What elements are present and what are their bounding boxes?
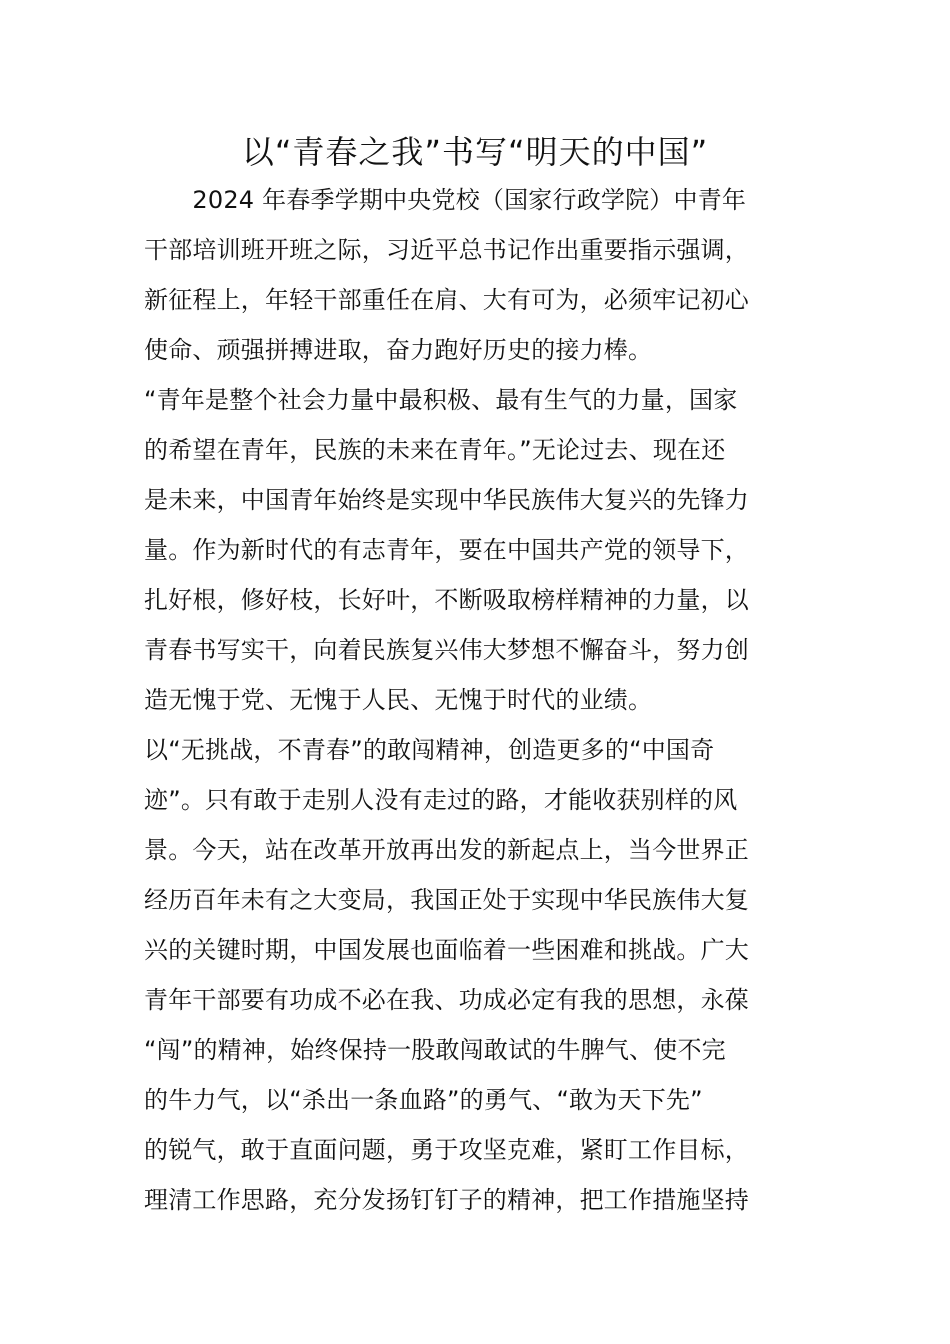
text-line: 景。今天，站在改革开放再出发的新起点上，当今世界正 (144, 836, 749, 864)
text-line: 迹”。只有敢于走别人没有走过的路，才能收获别样的风 (144, 786, 738, 814)
text-line: 的希望在青年，民族的未来在青年。”无论过去、现在还 (144, 436, 726, 464)
text-line: 青年干部要有功成不必在我、功成必定有我的思想，永葆 (144, 986, 749, 1014)
text-line: 是未来，中国青年始终是实现中华民族伟大复兴的先锋力 (144, 486, 749, 514)
text-line: 理清工作思路，充分发扬钉钉子的精神，把工作措施坚持 (144, 1186, 749, 1214)
text-line: 以“无挑战，不青春”的敢闯精神，创造更多的“中国奇 (144, 736, 715, 764)
text-line: 的锐气，敢于直面问题，勇于攻坚克难，紧盯工作目标， (144, 1136, 749, 1164)
text-line: 经历百年未有之大变局，我国正处于实现中华民族伟大复 (144, 886, 749, 914)
text-line: 兴的关键时期，中国发展也面临着一些困难和挑战。广大 (144, 936, 749, 964)
paragraph-challenge (144, 725, 808, 1225)
document-body (144, 175, 808, 1225)
text-line: 干部培训班开班之际，习近平总书记作出重要指示强调， (144, 236, 749, 264)
text-line: 扎好根，修好枝，长好叶，不断吸取榜样精神的力量，以 (144, 586, 749, 614)
text-line: “闯”的精神，始终保持一股敢闯敢试的牛脾气、使不完 (144, 1036, 726, 1064)
paragraph-intro (144, 175, 808, 375)
text-line: 量。作为新时代的有志青年，要在中国共产党的领导下， (144, 536, 749, 564)
document-title: 以“青春之我”书写“明天的中国” (241, 133, 709, 171)
text-line: 的牛力气，以“杀出一条血路”的勇气、“敢为天下先” (144, 1086, 703, 1114)
text-line: “青年是整个社会力量中最积极、最有生气的力量，国家 (144, 386, 738, 414)
text-line: 造无愧于党、无愧于人民、无愧于时代的业绩。 (144, 686, 653, 714)
text-line: 新征程上，年轻干部重任在肩、大有可为，必须牢记初心 (144, 286, 749, 314)
text-line: 青春书写实干，向着民族复兴伟大梦想不懈奋斗，努力创 (144, 636, 749, 664)
paragraph-youth-quote (144, 375, 808, 725)
text-line: 使命、顽强拼搏进取，奋力跑好历史的接力棒。 (144, 336, 653, 364)
text-line: 2024 年春季学期中央党校（国家行政学院）中青年 (144, 186, 747, 214)
